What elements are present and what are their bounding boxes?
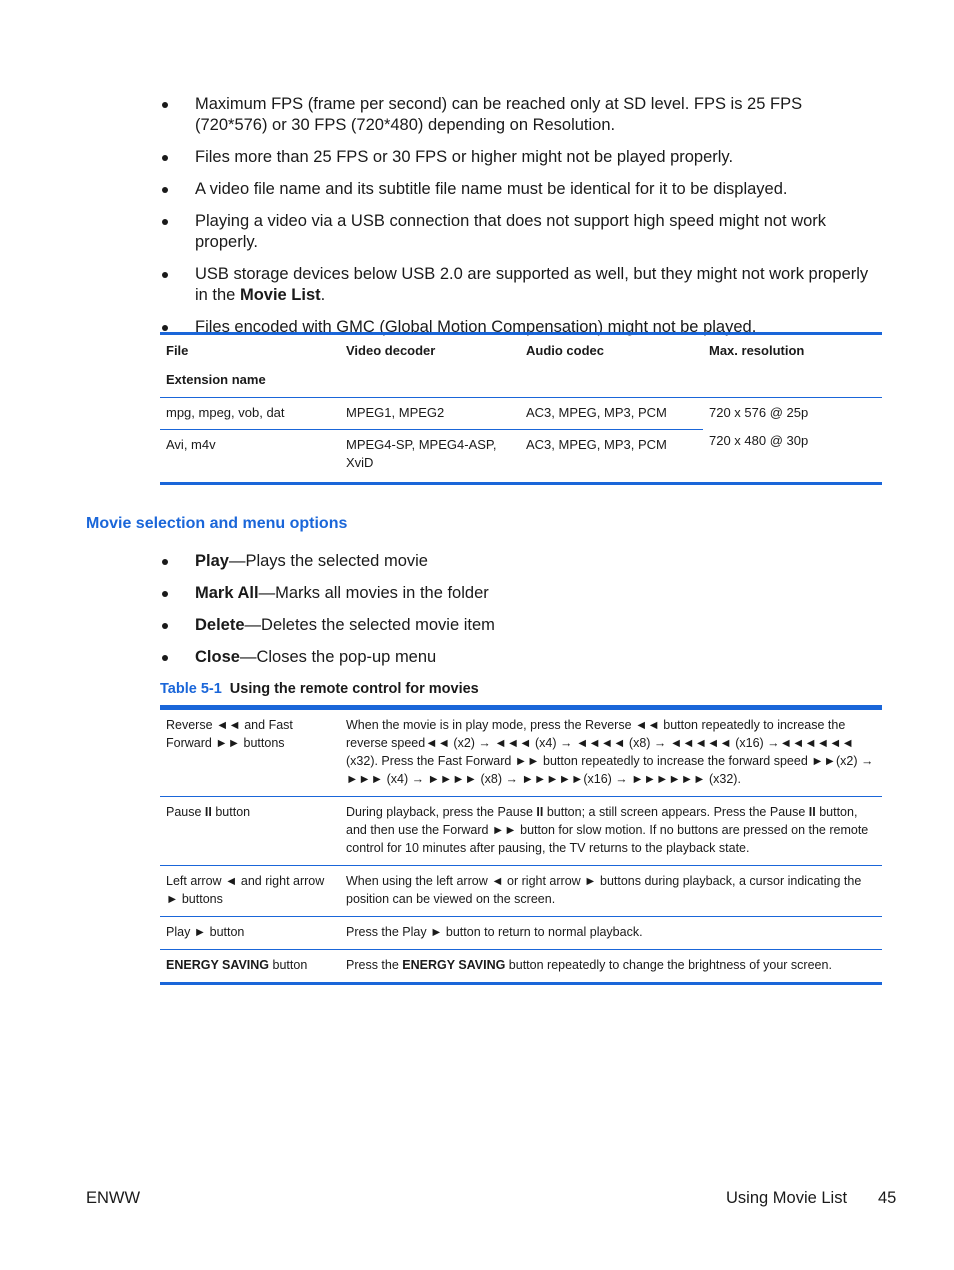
button-cell: Left arrow ◄ and right arrow ► buttons <box>160 866 340 917</box>
cell-audio: AC3, MPEG, MP3, PCM <box>526 437 667 452</box>
table-header-row <box>160 334 882 365</box>
page-number: 45 <box>878 1189 897 1207</box>
table-title: Using the remote control for movies <box>229 681 479 697</box>
list-item <box>160 211 870 253</box>
note-text: Playing a video via a USB connection that does not support high speed might not work properly. <box>195 212 827 251</box>
button-cell: Play ► button <box>160 917 340 950</box>
note-text: Files more than 25 FPS or 30 FPS or higher might not be played properly. <box>195 148 734 166</box>
option-desc: —Marks all movies in the folder <box>258 584 489 602</box>
cell-video: MPEG1, MPEG2 <box>340 398 520 430</box>
description-cell: During playback, press the Pause II button; a still screen appears. Press the Pause II button, and then use the Forward ►► button for slow motion. If no buttons are pressed on the remote control for 10 minutes after pausing, the TV returns to the playback state. <box>340 797 882 866</box>
option-desc: —Deletes the selected movie item <box>244 616 495 634</box>
description-cell: When the movie is in play mode, press the Reverse ◄◄ button repeatedly to increase the reverse speed◄◄ (x2) → ◄◄◄ (x4) → ◄◄◄◄ (x8) → ◄◄◄◄◄ (x16) →◄◄◄◄◄◄ (x32). Press the Fast Forward ►► button repeatedly to increase the forward speed ►►(x2) → ►►► (x4) → ►►►► (x8) → ►►►►►(x16) → ►►►►►► (x32). <box>340 708 882 797</box>
table-row <box>160 866 882 917</box>
option-desc: —Closes the pop-up menu <box>239 648 437 666</box>
note-text: A video file name and its subtitle file name must be identical for it to be displayed. <box>195 180 788 198</box>
table-row <box>160 917 882 950</box>
cell-ext: Avi, m4v <box>166 437 216 452</box>
section-heading: Movie selection and menu options <box>86 515 348 532</box>
note-text: . <box>320 286 326 304</box>
option-name: Play <box>195 552 229 570</box>
cell-video: MPEG4-SP, MPEG4-ASP, XviD <box>346 437 497 470</box>
notes-list <box>160 94 870 338</box>
bullet-icon <box>162 102 168 108</box>
format-table <box>160 332 882 485</box>
bullet-icon <box>162 623 168 629</box>
footer-section: Using Movie List <box>726 1189 848 1207</box>
cell-resolution: 720 x 576 @ 25p <box>709 405 809 420</box>
bullet-icon <box>162 155 168 161</box>
list-item <box>160 615 870 636</box>
table-row <box>160 950 882 984</box>
option-name: Close <box>195 648 240 666</box>
note-text: USB storage devices below USB 2.0 are supported as well, but they might not work properly in the <box>195 265 869 304</box>
bullet-icon <box>162 219 168 225</box>
list-item <box>160 94 870 136</box>
cell-ext: mpg, mpeg, vob, dat <box>160 398 340 430</box>
bullet-icon <box>162 187 168 193</box>
bullet-icon <box>162 325 168 331</box>
button-cell: Reverse ◄◄ and Fast Forward ►► buttons <box>160 708 340 797</box>
list-item <box>160 179 870 200</box>
option-name: Delete <box>195 616 245 634</box>
table-row <box>160 430 882 484</box>
list-item <box>160 647 870 668</box>
remote-control-table <box>160 705 882 985</box>
list-item <box>160 551 870 572</box>
header-video: Video decoder <box>346 343 436 358</box>
note-text: Maximum FPS (frame per second) can be reached only at SD level. FPS is 25 FPS (720*576) or 30 FPS (720*480) depending on Resolution. <box>195 95 803 134</box>
option-name: Mark All <box>195 584 259 602</box>
bullet-icon <box>162 655 168 661</box>
table-number: Table 5-1 <box>160 681 222 697</box>
description-cell: Press the Play ► button to return to normal playback. <box>340 917 882 950</box>
button-cell: Pause II button <box>160 797 340 866</box>
button-cell: ENERGY SAVING button <box>166 958 308 972</box>
menu-options-list <box>160 551 870 668</box>
bullet-icon <box>162 272 168 278</box>
bullet-icon <box>162 559 168 565</box>
list-item <box>160 264 870 306</box>
option-desc: —Plays the selected movie <box>228 552 428 570</box>
header-resolution: Max. resolution <box>709 343 805 358</box>
header-extension: Extension name <box>166 372 266 387</box>
list-item <box>160 583 870 604</box>
description-cell: Press the ENERGY SAVING button repeatedly to change the brightness of your screen. <box>346 958 832 972</box>
note-bold: Movie List <box>239 286 321 304</box>
header-file: File <box>166 343 189 358</box>
list-item <box>160 147 870 168</box>
table-header-row <box>160 364 882 398</box>
description-cell: When using the left arrow ◄ or right arrow ► buttons during playback, a cursor indicating the position can be viewed on the screen. <box>340 866 882 917</box>
table-row <box>160 708 882 797</box>
footer-label: ENWW <box>86 1189 141 1207</box>
cell-audio: AC3, MPEG, MP3, PCM <box>520 398 703 430</box>
cell-resolution: 720 x 480 @ 30p <box>709 432 809 448</box>
table-caption <box>160 681 479 697</box>
table-row <box>160 398 882 430</box>
bullet-icon <box>162 591 168 597</box>
note-text: Files encoded with GMC (Global Motion Compensation) might not be played. <box>195 318 757 336</box>
table-row <box>160 797 882 866</box>
header-audio: Audio codec <box>526 343 605 358</box>
